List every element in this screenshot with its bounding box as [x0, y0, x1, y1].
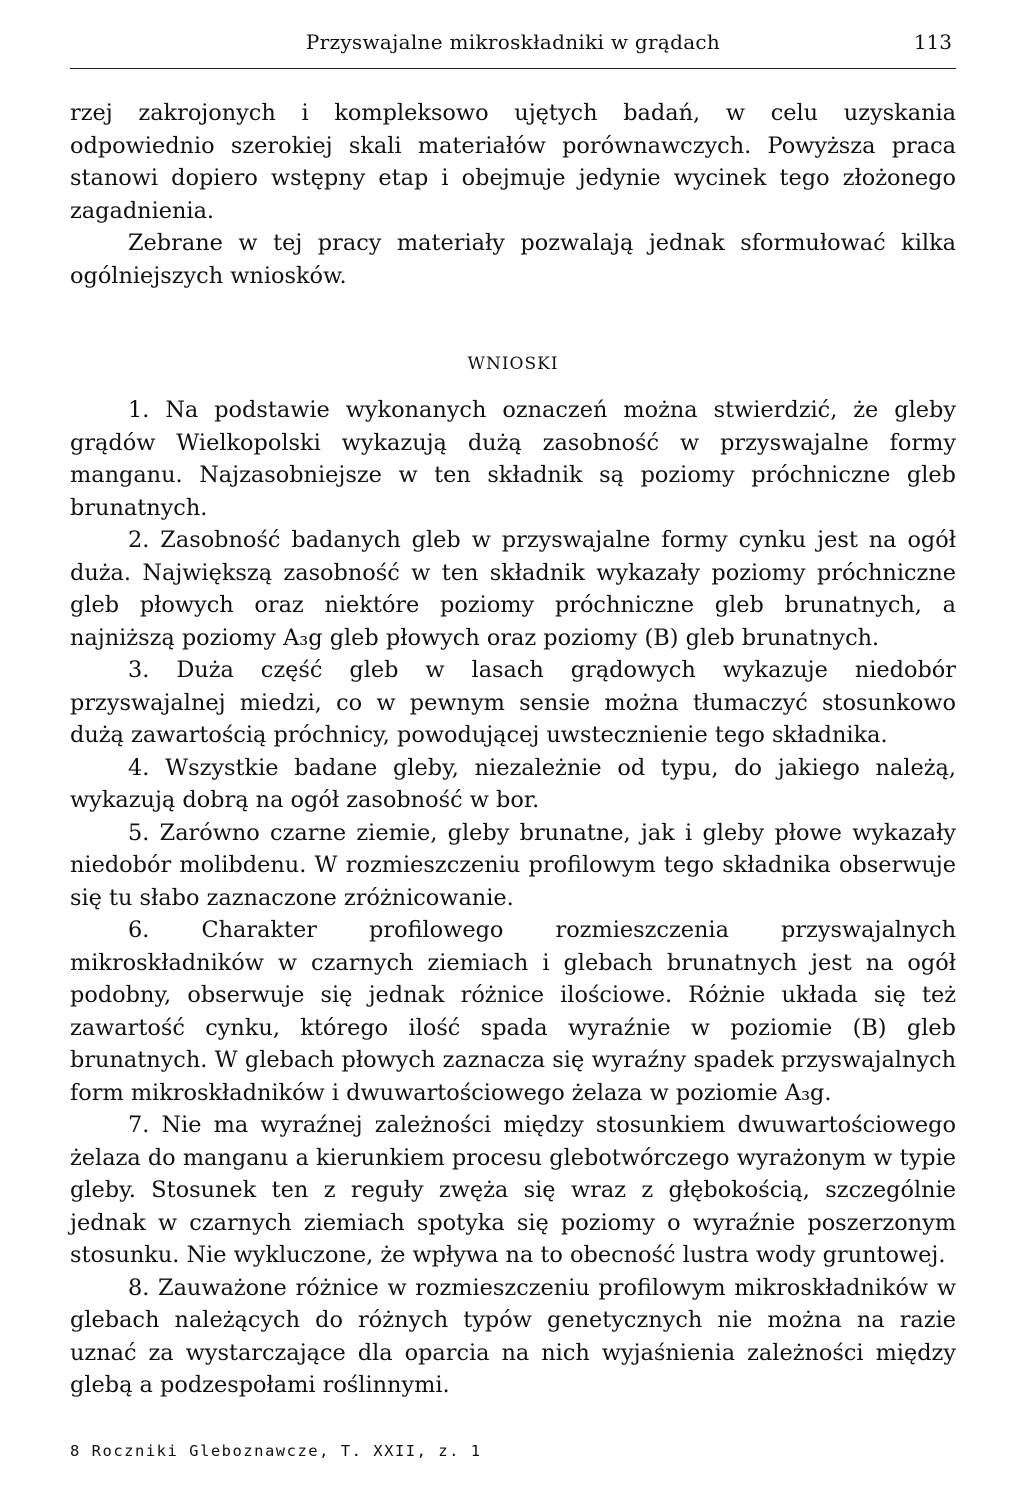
conclusion-item: 1. Na podstawie wykonanych oznaczeń można stwierdzić, że gleby grądów Wielkopolski wykazują dużą zasobność w przyswajalne formy manganu. Najzasobniejsze w ten składnik są poziomy próchniczne gleb brunatnych.: [70, 397, 956, 521]
body-text: [70, 97, 956, 1402]
conclusion-item: 4. Wszystkie badane gleby, niezależnie od typu, do jakiego należą, wykazują dobrą na ogół zasobność w bor.: [70, 754, 956, 813]
running-head: [70, 22, 956, 69]
intro-paragraph: Zebrane w tej pracy materiały pozwalają jednak sformułować kilka ogólniejszych wniosków.: [70, 230, 956, 289]
conclusions-list: [70, 394, 956, 1402]
intro-paragraph: rzej zakrojonych i kompleksowo ujętych badań, w celu uzyskania odpowiednio szerokiej skali materiałów porównawczych. Powyższa praca stanowi dopiero wstępny etap i obejmuje jedynie wycinek tego złożonego zagadnienia.: [70, 100, 956, 224]
running-title: Przyswajalne mikroskładniki w grądach: [305, 30, 721, 54]
conclusion-item: 2. Zasobność badanych gleb w przyswajalne formy cynku jest na ogół duża. Największą zasobność w ten składnik wykazały poziomy próchniczne gleb płowych oraz niektóre poziomy próchniczne gleb brunatnych, a najniższą poziomy A₃g gleb płowych oraz poziomy (B) gleb brunatnych.: [70, 527, 956, 651]
page: [70, 22, 956, 1402]
conclusion-item: 3. Duża część gleb w lasach grądowych wykazuje niedobór przyswajalnej miedzi, co w pewnym sensie można tłumaczyć stosunkowo dużą zawartością próchnicy, powodującej uwstecznienie tego składnika.: [70, 657, 956, 748]
conclusion-item: 8. Zauważone różnice w rozmieszczeniu profilowym mikroskładników w glebach należących do różnych typów genetycznych nie można na razie uznać za wystarczające dla oparcia na nich wyjaśnienia zależności między glebą a podzespołami roślinnymi.: [70, 1274, 956, 1398]
section-heading: WNIOSKI: [467, 354, 559, 374]
page-number: 113: [913, 30, 952, 54]
conclusion-item: 7. Nie ma wyraźnej zależności między stosunkiem dwuwartościowego żelaza do manganu a kierunkiem procesu glebotwórczego wyrażonym w typie gleby. Stosunek ten z reguły zwęża się wraz z głębokością, szczególnie jednak w czarnych ziemiach spotyka się poziomy o wyraźnie poszerzonym stosunku. Nie wykluczone, że wpływa na to obecność lustra wody gruntowej.: [70, 1112, 956, 1268]
signature-footer: 8 Roczniki Gleboznawcze, T. XXII, z. 1: [70, 1442, 482, 1460]
conclusion-item: 6. Charakter profilowego rozmieszczenia przyswajalnych mikroskładników w czarnych ziemiach i glebach brunatnych jest na ogół podobny, obserwuje się jednak różnice ilościowe. Różnie układa się też zawartość cynku, którego ilość spada wyraźnie w poziomie (B) gleb brunatnych. W glebach płowych zaznacza się wyraźny spadek przyswajalnych form mikroskładników i dwuwartościowego żelaza w poziomie A₃g.: [70, 917, 956, 1106]
conclusion-item: 5. Zarówno czarne ziemie, gleby brunatne, jak i gleby płowe wykazały niedobór molibdenu. W rozmieszczeniu profilowym tego składnika obserwuje się tu słabo zaznaczone zróżnicowanie.: [70, 819, 956, 911]
